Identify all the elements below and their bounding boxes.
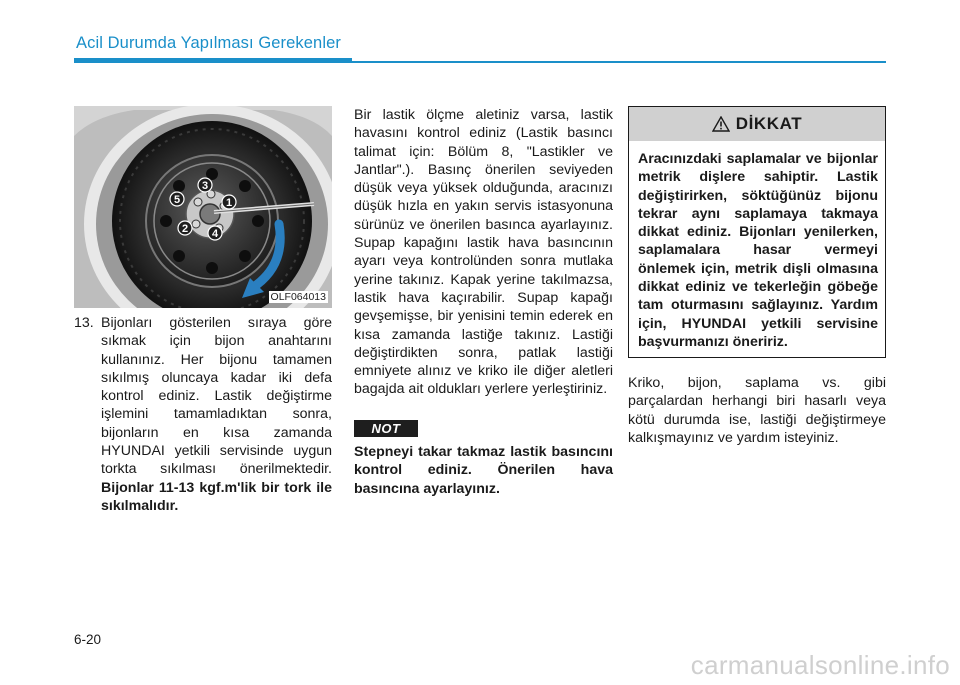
wheel-illustration — [74, 106, 332, 308]
section-title: Acil Durumda Yapılması Gerekenler — [76, 34, 341, 52]
tire-pressure-paragraph — [354, 106, 613, 399]
caution-header — [629, 107, 885, 141]
damaged-parts-text: Kriko, bijon, saplama vs. gibi parçalardan herhangi biri hasarlı veya kötü durumda ise, lastiği değiştirmeye kalkışmayınız ve yardım isteyiniz. — [628, 375, 886, 446]
page-number: 6-20 — [74, 632, 102, 647]
figure-code: OLF064013 — [270, 291, 326, 303]
step-13 — [74, 314, 332, 515]
caution-text: Aracınızdaki saplamalar ve bijonlar metrik dişlere sahiptir. Lastik değiştirirken, söktüğünüz bijonu tekrar aynı saplamaya takmaya dikkat ediniz. Bijonları yenilerken, saplamalara hasar vermeyi önlemek için, metrik dişli olmasına dikkat ediniz ve tekerleğin göbeğe tam oturmasını sağlayınız. Yardım için, HYUNDAI yetkili servisine başvurmanızı öneririz. — [638, 151, 878, 350]
lug-label-2: 2 — [181, 223, 189, 235]
step-torque-text: Bijonlar 11-13 kgf.m'lik bir tork ile sıkılmalıdır. — [101, 479, 332, 514]
damaged-parts-paragraph — [628, 374, 886, 447]
note-paragraph — [354, 443, 613, 498]
step-number: 13. — [74, 315, 94, 331]
caution-title: DİKKAT — [735, 114, 803, 133]
note-badge: NOT — [354, 420, 418, 437]
lug-label-5: 5 — [173, 194, 181, 206]
lug-label-4: 4 — [211, 228, 219, 240]
note-text: Stepneyi takar takmaz lastik basıncını kontrol ediniz. Önerilen hava basıncına ayarlayınız. — [354, 444, 613, 497]
warning-triangle-icon — [712, 116, 730, 132]
wheel-drawing — [74, 106, 332, 308]
lug-label-1: 1 — [225, 197, 233, 209]
step-text: Bijonları gösterilen sıraya göre sıkmak için bijon anahtarını kullanınız. Her bijonu tamamen sıkılmış oluncaya kadar iki defa kontrol ediniz. Lastik değiştirme işlemini tamamladıktan sonra, bijonların en kısa zamanda HYUNDAI yetkili servisinde uygun torkta sıkılması önerilmektedir. — [101, 315, 332, 478]
step-body — [101, 314, 332, 515]
lug-label-3: 3 — [201, 180, 209, 192]
header-rule-thin — [352, 61, 886, 63]
watermark: carmanualsonline.info — [690, 650, 950, 680]
tire-pressure-text: Bir lastik ölçme aletiniz varsa, lastik havasını kontrol ediniz (Lastik basıncı talimat için: Bölüm 8, "Lastikler ve Jantlar".). Basınç önerilen seviyeden düşük veya yüksek olduğunda, aracınızı düşük hızla en yakın servis istasyonuna sürünüz ve önerilen basınca ayarlayınız. Supap kapağını lastik hava basıncının ayarı veya kontrolünden sonra mutlaka yerine takınız. Kapak yerine takılmazsa, lastik hava kaçırabilir. Supap kapağı gevşemişse, bir yenisini temin ederek en kısa zamanda lastiğe takınız. Lastiği değiştirdikten sonra, patlak lastiği emniyete alınız ve kriko ile diğer aletleri bagajda ait oldukları yerlere yerleştiriniz. — [354, 107, 613, 398]
caution-box — [628, 106, 886, 358]
header-rule-thick — [74, 58, 352, 63]
